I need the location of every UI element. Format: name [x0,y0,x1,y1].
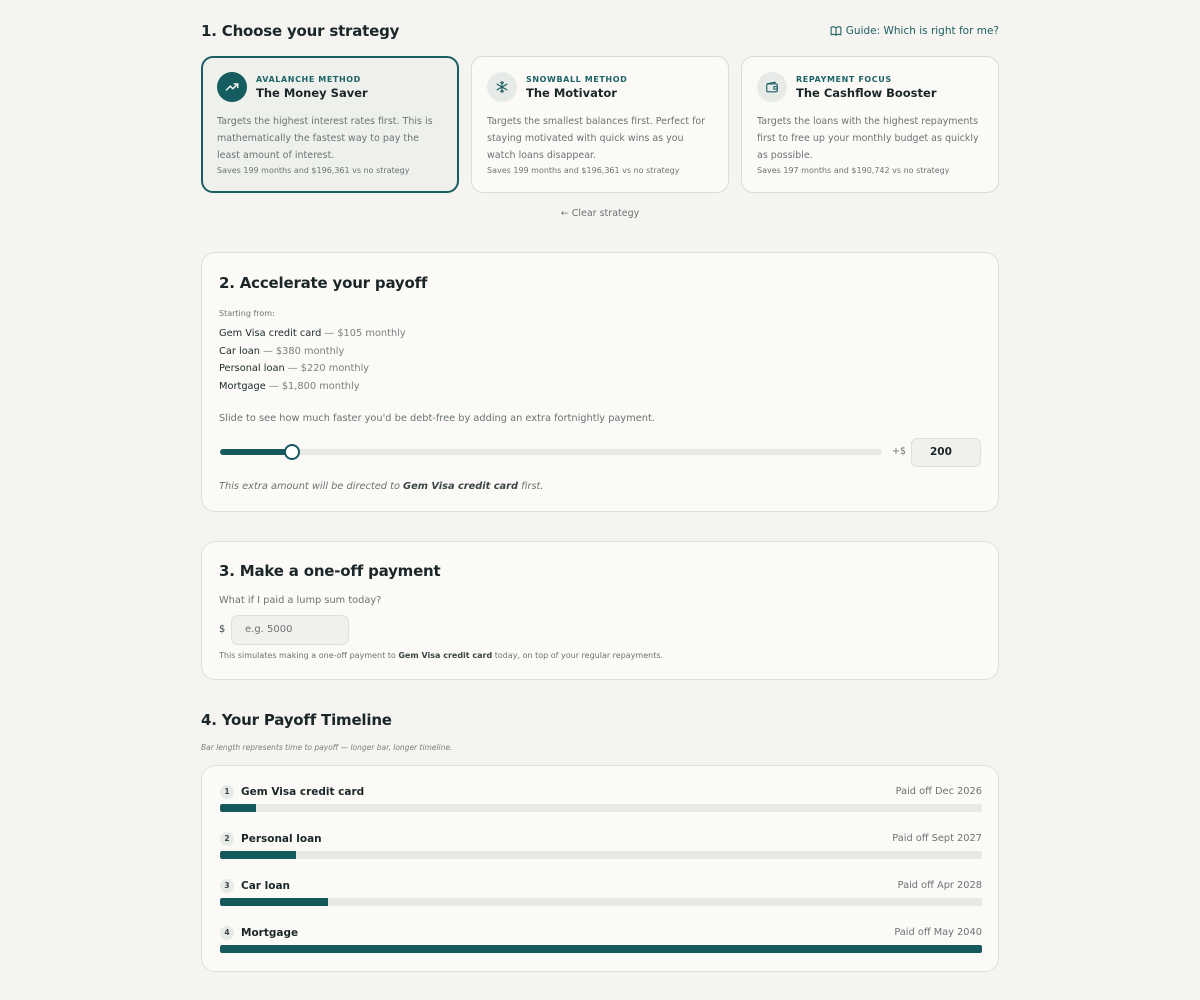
extra-amount-input[interactable]: 200 [911,438,981,467]
clear-strategy-link[interactable]: ← Clear strategy [560,208,640,219]
timeline-caption: Bar length represents time to payoff — longer bar, longer timeline. [201,743,453,752]
strategy-header [201,22,999,46]
slider-hint: Slide to see how much faster you'd be debt-free by adding an extra fortnightly payment. [219,413,655,424]
timeline-loan-name: Car loan [241,880,290,892]
lump-sum-question: What if I paid a lump sum today? [219,595,382,606]
lump-sum-input[interactable]: e.g. 5000 [231,615,349,645]
guide-link[interactable] [830,25,999,37]
book-icon [830,25,842,37]
timeline-paid-off: Paid off Apr 2028 [897,880,982,891]
card-savings: Saves 199 months and $196,361 vs no strategy [487,166,680,175]
slider-fill [220,449,292,455]
card-savings: Saves 199 months and $196,361 vs no strategy [217,166,410,175]
card-name: The Motivator [526,85,617,100]
timeline-bar [220,804,256,812]
list-item: Gem Visa credit card — $105 monthly [219,328,406,339]
timeline-row [220,879,982,919]
strategy-card-cashflow[interactable] [741,56,999,193]
timeline-track [220,851,982,859]
accelerate-title: 2. Accelerate your payoff [219,274,428,292]
extra-note: This extra amount will be directed to Gem Visa credit card first. [219,481,544,492]
card-kicker: REPAYMENT FOCUS [796,74,892,84]
guide-link-label: Guide: Which is right for me? [845,25,999,37]
timeline-row [220,832,982,872]
snowflake-icon [487,72,517,102]
list-item: Car loan — $380 monthly [219,345,345,357]
plus-dollar-label: +$ [892,446,907,457]
trending-up-icon [217,72,247,102]
timeline-rank: 1 [220,785,234,799]
timeline-paid-off: Paid off Sept 2027 [892,833,982,844]
loan-list [219,325,406,395]
list-item: Personal loan — $220 monthly [219,363,370,375]
card-description: Targets the loans with the highest repayments first to free up your monthly budget as quickly as possible. [757,116,979,161]
timeline-bar [220,898,328,906]
timeline-row [220,926,982,966]
timeline-paid-off: Paid off May 2040 [894,927,982,938]
card-name: The Cashflow Booster [796,85,937,100]
timeline-paid-off: Paid off Dec 2026 [895,786,982,797]
oneoff-panel [201,541,999,680]
card-description: Targets the smallest balances first. Perfect for staying motivated with quick wins as you watch loans disappear. [487,116,706,161]
accelerate-panel [201,252,999,512]
starting-label: Starting from: [219,309,275,318]
strategy-card-avalanche[interactable] [201,56,459,193]
timeline-rank: 3 [220,879,234,893]
timeline-row [220,785,982,825]
oneoff-title: 3. Make a one-off payment [219,562,441,580]
currency-label: $ [219,624,226,635]
timeline-bar [220,851,296,859]
list-item: Mortgage — $1,800 monthly [219,380,360,392]
extra-payment-slider[interactable] [220,449,882,455]
strategy-cards [201,56,999,193]
strategy-title: 1. Choose your strategy [201,22,400,40]
timeline-loan-name: Mortgage [241,927,299,939]
wallet-icon [757,72,787,102]
timeline-rank: 4 [220,926,234,940]
timeline-panel [201,765,999,972]
timeline-track [220,804,982,812]
card-kicker: AVALANCHE METHOD [256,74,361,84]
slider-thumb[interactable] [284,444,300,460]
timeline-rank: 2 [220,832,234,846]
timeline-track [220,945,982,953]
card-savings: Saves 197 months and $190,742 vs no strategy [757,166,950,175]
timeline-track [220,898,982,906]
timeline-loan-name: Personal loan [241,833,322,845]
simulation-note: This simulates making a one-off payment to Gem Visa credit card today, on top of your regular repayments. [219,651,664,660]
card-name: The Money Saver [256,85,368,100]
timeline-bar [220,945,982,953]
card-kicker: SNOWBALL METHOD [526,74,628,84]
strategy-card-snowball[interactable] [471,56,729,193]
timeline-title: 4. Your Payoff Timeline [201,711,392,729]
timeline-loan-name: Gem Visa credit card [241,786,365,798]
card-description: Targets the highest interest rates first. This is mathematically the fastest way to pay the least amount of interest. [217,116,433,161]
